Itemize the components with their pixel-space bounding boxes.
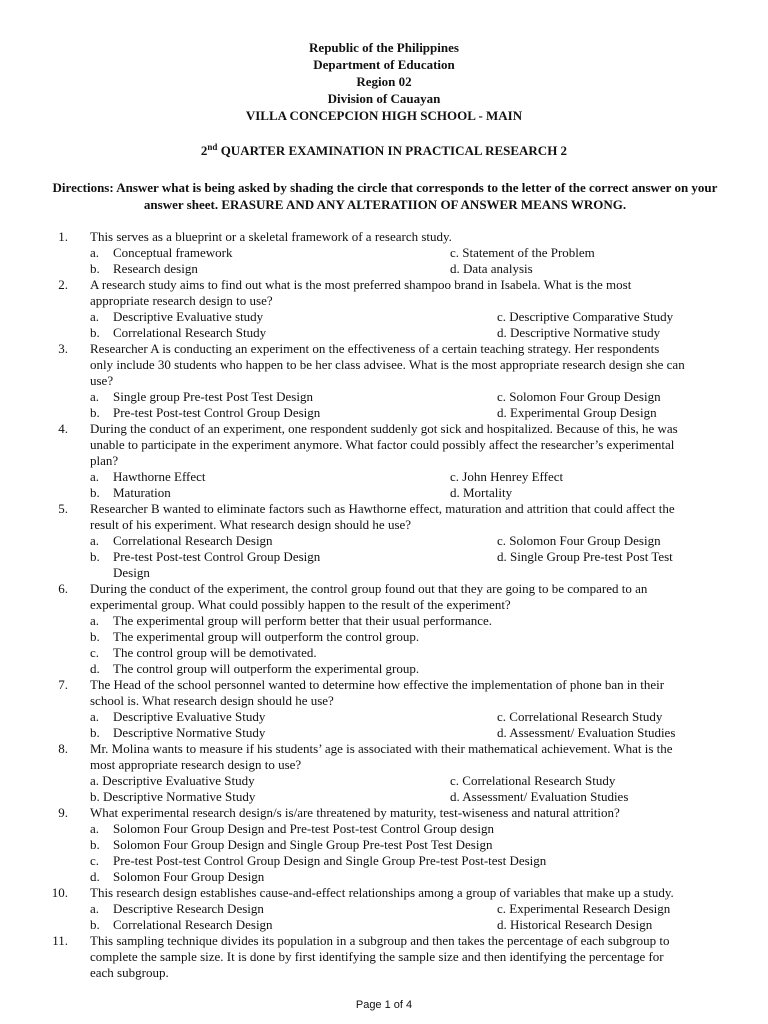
question-number-spacer (0, 437, 90, 453)
option-letter: a. (90, 709, 100, 724)
option-text: Conceptual framework (113, 245, 233, 260)
question-text: During the conduct of an experiment, one respondent suddenly got sick and hospitalized. Because of this, he was (90, 421, 678, 436)
option-text: The experimental group will outperform the control group. (113, 629, 420, 644)
option-text: Hawthorne Effect (113, 469, 206, 484)
answer-option (90, 821, 494, 837)
answer-option (90, 773, 255, 789)
answer-option (90, 389, 313, 405)
answer-option (90, 469, 206, 485)
exam-title (0, 143, 768, 159)
answer-option (90, 661, 419, 677)
answer-option-row (0, 853, 768, 869)
question-text: What experimental research design/s is/are threatened by maturity, test-wiseness and natural attrition? (90, 805, 620, 820)
option-letter: a. (90, 613, 100, 628)
answer-option: c. Solomon Four Group Design (497, 533, 661, 548)
answer-option-row (0, 645, 768, 661)
answer-option (90, 789, 255, 805)
answer-option (113, 565, 150, 581)
question-text: The Head of the school personnel wanted to determine how effective the implementation of phone ban in their (90, 677, 665, 692)
header-division: Division of Cauayan (327, 91, 441, 106)
option-text: Research design (113, 261, 198, 276)
question-text: each subgroup. (90, 965, 169, 980)
directions: Directions: Answer what is being asked by shading the circle that corresponds to the letter of the correct answer on your answer sheet. ERASURE AND ANY ALTERATIION OF ANSWER MEANS WRONG. (52, 180, 718, 212)
answer-option-row (0, 613, 768, 629)
answer-option (90, 309, 263, 325)
option-letter: a. (90, 533, 100, 548)
header-department: Department of Education (313, 57, 455, 72)
answer-option-row (0, 629, 768, 645)
answer-option: d. Experimental Group Design (497, 405, 657, 420)
answer-option (90, 629, 419, 645)
question-item (0, 229, 768, 277)
answer-option-row (0, 309, 768, 325)
option-text: Correlational Research Design (113, 917, 273, 932)
option-text: Single group Pre-test Post Test Design (113, 389, 313, 404)
answer-option-row (0, 917, 768, 933)
question-item (0, 805, 768, 885)
option-letter: b. (90, 485, 100, 500)
question-number: 7. (58, 677, 68, 692)
question-text: A research study aims to find out what is the most preferred shampoo brand in Isabela. What is the most (90, 277, 632, 292)
option-text: b. Descriptive Normative Study (90, 789, 256, 804)
question-text: This serves as a blueprint or a skeletal framework of a research study. (90, 229, 452, 244)
question-text: During the conduct of the experiment, the control group found out that they are going to be compared to an (90, 581, 648, 596)
exam-title-text: QUARTER EXAMINATION IN PRACTICAL RESEARCH 2 (217, 143, 568, 158)
exam-ordinal-suffix: nd (207, 142, 218, 152)
answer-option (90, 645, 317, 661)
question-item (0, 277, 768, 341)
answer-option-row (0, 789, 768, 805)
question-text: only include 30 students who happen to be her class advisee. What is the most appropriate research design she can (90, 357, 685, 372)
answer-option-row (0, 869, 768, 885)
option-letter: d. (90, 661, 100, 676)
question-text: This sampling technique divides its population in a subgroup and then takes the percentage of each subgroup to (90, 933, 670, 948)
question-number: 11. (52, 933, 68, 948)
answer-option: d. Assessment/ Evaluation Studies (450, 789, 629, 804)
answer-option: c. Statement of the Problem (450, 245, 595, 260)
answer-option: c. Solomon Four Group Design (497, 389, 661, 404)
option-letter: a. (90, 389, 100, 404)
option-letter: b. (90, 325, 100, 340)
answer-option (90, 917, 273, 933)
option-text: Pre-test Post-test Control Group Design (113, 549, 321, 564)
option-letter: d. (90, 869, 100, 884)
page-number: Page 1 of 4 (355, 999, 413, 1011)
answer-option: c. John Henrey Effect (450, 469, 564, 484)
answer-option: c. Correlational Research Study (450, 773, 616, 788)
answer-option (90, 725, 265, 741)
question-number-spacer (0, 949, 90, 965)
question-number: 3. (58, 341, 68, 356)
question-number: 10. (51, 885, 68, 900)
answer-option-row (0, 261, 768, 277)
answer-option: d. Mortality (450, 485, 513, 500)
option-letter: b. (90, 629, 100, 644)
answer-option (90, 405, 320, 421)
option-text: Correlational Research Design (113, 533, 273, 548)
option-text: Descriptive Research Design (113, 901, 264, 916)
question-item (0, 421, 768, 501)
question-list (0, 229, 768, 981)
option-letter: a. (90, 901, 100, 916)
answer-option: d. Descriptive Normative study (497, 325, 661, 340)
answer-option: d. Historical Research Design (497, 917, 653, 932)
option-letter: c. (90, 853, 100, 868)
option-letter: c. (90, 645, 100, 660)
option-letter: b. (90, 837, 100, 852)
answer-option-row (0, 533, 768, 549)
option-text: Descriptive Evaluative study (113, 309, 264, 324)
answer-option-row (0, 709, 768, 725)
question-number: 5. (58, 501, 68, 516)
question-item (0, 933, 768, 981)
answer-option (90, 837, 492, 853)
question-number: 6. (58, 581, 68, 596)
option-letter: a. (90, 469, 100, 484)
option-text: Maturation (113, 485, 171, 500)
answer-option-row (0, 405, 768, 421)
question-text: plan? (90, 453, 119, 468)
question-text: appropriate research design to use? (90, 293, 273, 308)
option-text: Descriptive Normative Study (113, 725, 266, 740)
option-letter: b. (90, 725, 100, 740)
answer-option: c. Experimental Research Design (497, 901, 671, 916)
question-number-spacer (0, 373, 90, 389)
answer-option-row (0, 485, 768, 501)
answer-option (90, 901, 264, 917)
question-text: This research design establishes cause-and-effect relationships among a group of variables that make up a study. (90, 885, 674, 900)
option-text: The control group will outperform the experimental group. (113, 661, 420, 676)
answer-option-row (0, 389, 768, 405)
question-item (0, 677, 768, 741)
answer-option (90, 869, 264, 885)
answer-option: d. Data analysis (450, 261, 533, 276)
answer-option-row (0, 245, 768, 261)
answer-option-row (0, 469, 768, 485)
header-region: Region 02 (356, 74, 412, 89)
question-text: result of his experiment. What research design should he use? (90, 517, 412, 532)
option-letter: b. (90, 405, 100, 420)
question-number-spacer (0, 965, 90, 981)
option-letter: a. (90, 245, 100, 260)
answer-option (90, 853, 546, 869)
question-number-spacer (0, 597, 90, 613)
answer-option-row (0, 725, 768, 741)
option-text: a. Descriptive Evaluative Study (90, 773, 255, 788)
answer-option-row (0, 821, 768, 837)
question-text: school is. What research design should he use? (90, 693, 334, 708)
option-text: Solomon Four Group Design and Single Group Pre-test Post Test Design (113, 837, 493, 852)
question-text: most appropriate research design to use? (90, 757, 302, 772)
question-number-spacer (0, 293, 90, 309)
answer-option (90, 245, 232, 261)
question-text: complete the sample size. It is done by first identifying the sample size and then identifying the percentage for (90, 949, 664, 964)
question-number-spacer (0, 757, 90, 773)
question-text: unable to participate in the experiment anymore. What factor could possibly affect the researcher’s experimental (90, 437, 675, 452)
question-number-spacer (0, 357, 90, 373)
option-letter: a. (90, 821, 100, 836)
question-number-spacer (0, 453, 90, 469)
question-number: 4. (58, 421, 68, 436)
answer-option (90, 261, 198, 277)
option-text: The experimental group will perform better that their usual performance. (113, 613, 493, 628)
option-text: Solomon Four Group Design and Pre-test Post-test Control Group design (113, 821, 494, 836)
answer-option-row (0, 549, 768, 565)
question-item (0, 741, 768, 805)
question-number-spacer (0, 517, 90, 533)
answer-option-row (0, 773, 768, 789)
answer-option-row (0, 565, 768, 581)
question-number: 2. (58, 277, 68, 292)
option-text: Solomon Four Group Design (113, 869, 265, 884)
option-text: Pre-test Post-test Control Group Design (113, 405, 321, 420)
answer-option (90, 325, 266, 341)
option-letter: b. (90, 261, 100, 276)
option-letter: b. (90, 549, 100, 564)
answer-option: c. Correlational Research Study (497, 709, 663, 724)
header-republic: Republic of the Philippines (309, 40, 459, 55)
answer-option (90, 709, 265, 725)
question-item (0, 581, 768, 677)
option-text: Design (113, 565, 150, 580)
question-text: Researcher A is conducting an experiment on the effectiveness of a certain teaching strategy. Her respondents (90, 341, 660, 356)
answer-option (90, 485, 171, 501)
question-text: experimental group. What could possibly happen to the result of the experiment? (90, 597, 511, 612)
answer-option (90, 533, 273, 549)
header-school: VILLA CONCEPCION HIGH SCHOOL - MAIN (245, 108, 523, 123)
answer-option: c. Descriptive Comparative Study (497, 309, 674, 324)
answer-option-row (0, 837, 768, 853)
question-text: use? (90, 373, 114, 388)
answer-option-row (0, 661, 768, 677)
question-number: 1. (58, 229, 68, 244)
question-number: 8. (58, 741, 68, 756)
question-text: Researcher B wanted to eliminate factors such as Hawthorne effect, maturation and attrition that could affect the (90, 501, 675, 516)
question-number-spacer (0, 693, 90, 709)
school-header (0, 39, 768, 124)
question-item (0, 501, 768, 581)
option-letter: b. (90, 917, 100, 932)
option-text: The control group will be demotivated. (113, 645, 317, 660)
answer-option (90, 549, 320, 565)
option-text: Pre-test Post-test Control Group Design and Single Group Pre-test Post-test Design (113, 853, 547, 868)
question-item (0, 341, 768, 421)
answer-option-row (0, 325, 768, 341)
option-text: Correlational Research Study (113, 325, 267, 340)
question-text: Mr. Molina wants to measure if his students’ age is associated with their mathematical achievement. What is the (90, 741, 673, 756)
option-letter: a. (90, 309, 100, 324)
exam-ordinal: 2 (200, 143, 208, 158)
answer-option: d. Assessment/ Evaluation Studies (497, 725, 676, 740)
question-number: 9. (58, 805, 68, 820)
answer-option: d. Single Group Pre-test Post Test (497, 549, 673, 564)
question-item (0, 885, 768, 933)
answer-option (90, 613, 492, 629)
answer-option-row (0, 901, 768, 917)
option-text: Descriptive Evaluative Study (113, 709, 266, 724)
